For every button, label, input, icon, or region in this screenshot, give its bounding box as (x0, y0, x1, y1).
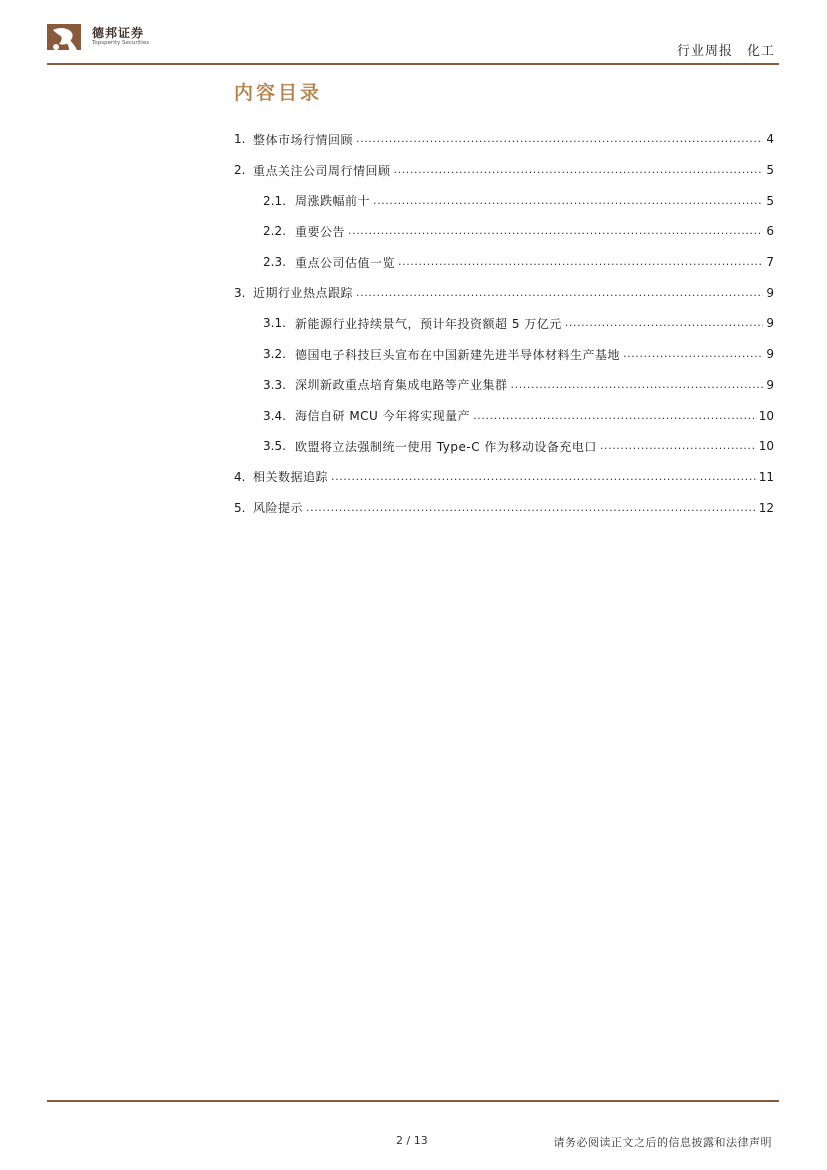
toc-entry[interactable] (234, 247, 774, 278)
toc-leader-dots (306, 501, 756, 515)
toc-entry-number: 3.1. (263, 316, 286, 331)
toc-entry-title: 重要公告 (295, 224, 346, 239)
toc-entry-title: 德国电子科技巨头宣布在中国新建先进半导体材料生产基地 (295, 347, 621, 362)
toc-title: 内容目录 (234, 82, 323, 104)
report-type: 行业周报 (676, 44, 733, 59)
toc-entry-page: 10 (758, 408, 774, 423)
toc-entry[interactable] (234, 277, 774, 308)
toc-entry-title: 风险提示 (253, 501, 304, 516)
toc-entry-page: 9 (766, 285, 774, 300)
toc-entry-page: 5 (766, 193, 774, 208)
toc-entry-title: 近期行业热点跟踪 (253, 286, 354, 301)
toc-leader-dots (356, 286, 763, 300)
toc-entry-number: 3.2. (263, 347, 286, 362)
sector-name: 化工 (746, 44, 775, 59)
toc-entry[interactable] (234, 339, 774, 370)
toc-leader-dots (623, 347, 763, 361)
toc-entry-title: 深圳新政重点培育集成电路等产业集群 (295, 378, 508, 393)
toc-entry-page: 9 (766, 377, 774, 392)
toc-entry-title: 周涨跌幅前十 (295, 194, 371, 209)
toc-entry-number: 3.5. (263, 439, 286, 454)
toc-entry[interactable] (234, 216, 774, 247)
table-of-contents (234, 124, 774, 523)
toc-entry[interactable] (234, 308, 774, 339)
toc-leader-dots (373, 194, 763, 208)
toc-entry-title: 欧盟将立法强制统一使用 Type-C 作为移动设备充电口 (295, 439, 597, 454)
footer-divider (47, 1100, 779, 1102)
toc-entry[interactable] (234, 124, 774, 155)
toc-entry-number: 3. (234, 285, 246, 300)
report-category (677, 40, 775, 59)
toc-entry[interactable] (234, 492, 774, 523)
toc-entry-number: 2.3. (263, 255, 286, 270)
toc-entry-page: 4 (766, 132, 774, 147)
toc-entry[interactable] (234, 431, 774, 462)
toc-entry-page: 6 (766, 224, 774, 239)
legal-disclaimer: 请务必阅读正文之后的信息披露和法律声明 (553, 1136, 772, 1149)
logo-english-name: Topsperity Securities (92, 40, 150, 46)
toc-entry-number: 2.2. (263, 224, 286, 239)
page-indicator: 2 / 13 (396, 1134, 428, 1147)
toc-entry-number: 3.3. (263, 377, 286, 392)
toc-entry[interactable] (234, 185, 774, 216)
toc-leader-dots (398, 255, 763, 269)
toc-entry-page: 9 (766, 316, 774, 331)
toc-entry-title: 相关数据追踪 (253, 470, 329, 485)
toc-entry[interactable] (234, 370, 774, 401)
toc-leader-dots (331, 470, 756, 484)
toc-entry-page: 7 (766, 255, 774, 270)
toc-entry[interactable] (234, 400, 774, 431)
toc-entry-number: 2. (234, 163, 246, 178)
toc-entry-number: 3.4. (263, 408, 286, 423)
toc-leader-dots (394, 163, 764, 177)
toc-entry-title: 新能源行业持续景气，预计年投资额超 5 万亿元 (295, 316, 562, 331)
toc-leader-dots (565, 316, 764, 330)
company-logo (47, 20, 167, 56)
toc-entry-number: 1. (234, 132, 246, 147)
toc-entry-page: 5 (766, 163, 774, 178)
header-divider (47, 63, 779, 65)
toc-leader-dots (473, 409, 756, 423)
toc-entry-page: 10 (758, 439, 774, 454)
toc-leader-dots (600, 439, 756, 453)
toc-leader-dots (348, 224, 763, 238)
logo-chinese-name: 德邦证券 (92, 26, 145, 40)
toc-entry-number: 4. (234, 469, 246, 484)
toc-entry-number: 2.1. (263, 193, 286, 208)
toc-entry[interactable] (234, 462, 774, 493)
toc-entry[interactable] (234, 155, 774, 186)
toc-entry-page: 11 (758, 469, 774, 484)
toc-entry-title: 整体市场行情回顾 (253, 132, 354, 147)
logo-emblem-icon (47, 20, 87, 56)
toc-entry-title: 重点公司估值一览 (295, 255, 396, 270)
toc-entry-page: 12 (758, 500, 774, 515)
page-header (0, 0, 827, 70)
toc-entry-number: 5. (234, 500, 246, 515)
toc-entry-page: 9 (766, 347, 774, 362)
toc-entry-title: 重点关注公司周行情回顾 (253, 163, 391, 178)
toc-leader-dots (356, 132, 763, 146)
toc-leader-dots (511, 378, 764, 392)
toc-entry-title: 海信自研 MCU 今年将实现量产 (295, 409, 471, 424)
